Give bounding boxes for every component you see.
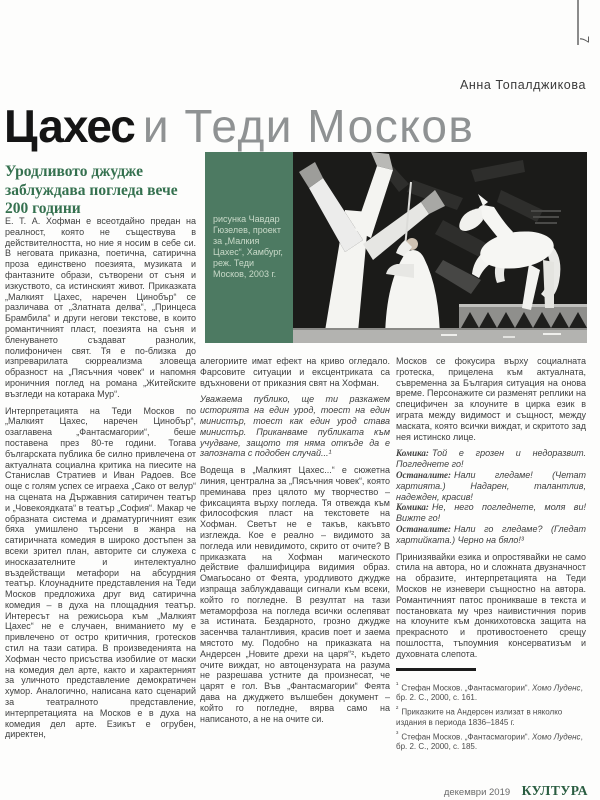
dialogue-line bbox=[396, 502, 586, 524]
text-column-middle bbox=[200, 356, 390, 730]
footnote-text: Приказките на Андерсен излизат в няколко издания в периода 1836–1845 г. bbox=[396, 708, 563, 727]
dialogue-line bbox=[396, 470, 586, 502]
magazine-logo: КУЛТУРА bbox=[521, 783, 588, 798]
paragraph: Водеща в „Малкият Цахес...“ е сюжетна линия, централна за „Пясъчния човек“, която преминава през цялото му творчество – фиксацията върху погледа. Тя отвежда към философския пласт на текстовете на Хофман. Светът не е такъв, какъвто изглежда. Кое е реално – видимото за погледа или невидимото, скрито от очите? В приказката на Хофман магическото действие фалшифицира видимия образ. Омагьосано от Феята, уродливото джудже изпраща заблуждаващи сигнали към всеки, който го погледне. В резултат на тази метаморфоза на погледа всички ослепяват за истината. Бездарното, грозно джудже засенчва талантливия, красив поет и заема мястото му. Подобно на приказката на Андерсен „Новите дрехи на царя“², където очите виждат, но автоцензурата на разума не разрешава устните да произнесат, че царят е гол. Във „Фантасмагории“ Феята дава на джуджето вълшебен документ – който го погледне, вярва само на написаното, а не на очите си. bbox=[200, 465, 390, 724]
footnotes bbox=[396, 681, 586, 753]
dialogue-text: Нали гледаме! (Четат хартията.) Надарен, талантлив, надежден, красив! bbox=[396, 469, 586, 502]
title-part-black: Цахес bbox=[4, 100, 135, 152]
article-title bbox=[4, 100, 475, 152]
stage-photo bbox=[293, 152, 587, 343]
paragraph: Принизявайки езика и опростявайки не само стила на автора, но и сложната двузначност на образите, интерпретацията на Теди Москов не изневери същностно на автора. Романтичният патос проникваше в текста и постановката му чрез наивистичния порив на клоуните към донкихотовска защита на прекрасното и противостоенето срещу пошлостта, тъпоумния консерватизъм и духовната слепота. bbox=[396, 551, 586, 659]
footnote-text: Стефан Москов. „Фантасмагории“. bbox=[401, 683, 533, 693]
footnote-source: Хомо Луденс bbox=[532, 732, 581, 742]
issue-date: декември 2019 bbox=[443, 787, 511, 798]
footnote-number: ³ bbox=[396, 731, 399, 739]
footnote-source: Хомо Луденс bbox=[532, 683, 581, 693]
paragraph: Интерпретацията на Теди Москов по „Малкият Цахес, наречен Цинобър“, озаглавена „Фантасмагории“, беше поставена през 80-те години. Тогава българската публика бе силно привлечена от актуалната социална критика на пиесите на Станислав Стратиев и Иван Радоев. Все още с голям успех се играеха „Сако от велур“ на сцената на Държавния сатиричен театър и „Човекоядката“ в театър „София“. Макар че образната система и драматургичният език бяха умишлено търсени в жанра на сатиричната комедия в широко достъпен за всеки зрител план, авторите си служеха с иносказателните и интелектуално въздействащи метафори на абсурдния театър. Клоунадните представления на Теди Москов предложиха друг вид сатирична комедия – в духа на площадния театър. Интересът на режисьора към „Малкият Цахес“ не е случаен, вниманието му е привлечено от остро критичния, гротесков стил на тази сатира. В произведенията на Хофман често присъства изобилие от маски на комедия дел арте, както и характерният за уличното представление демократичен хумор. Аналогично, написана като сценарий за театралното представление, интерпретацията на Москов е в духа на комедия дел арте. Езикът е огрубен, директен, bbox=[5, 405, 196, 740]
dialogue-speaker: Комика: bbox=[396, 502, 429, 513]
footnote-number: ¹ bbox=[396, 681, 399, 689]
footnote bbox=[396, 681, 586, 703]
footnote bbox=[396, 730, 586, 752]
paragraph: Москов се фокусира върху социалната гротеска, прицелена към актуалната, съвременна за България ситуация на онова време. Персонажите си разменят реплики на специфичен за клоуните в цирка език в играта между видимост и същност, между маската, която всички виждат, и скритото зад нея истинско лице. bbox=[396, 356, 586, 442]
stage-floor bbox=[293, 328, 587, 343]
text-column-right bbox=[396, 356, 586, 755]
paragraph: алегориите имат ефект на криво огледало. Фарсовите ситуации и ексцентриката са вдъхновени от приказния свят на Хофман. bbox=[200, 356, 390, 388]
dialogue-speaker: Останалите: bbox=[396, 523, 451, 534]
dialogue-line bbox=[396, 448, 586, 470]
dialogue-text: Той е грозен и недоразвит. Погледнете го! bbox=[396, 448, 586, 470]
dialogue-block bbox=[396, 448, 586, 545]
footnote-number: ² bbox=[396, 706, 399, 714]
dialogue-text: Нали го гледаме? (Гледат хартийката.) Черно на бяло!³ bbox=[396, 523, 586, 545]
paragraph: Е. Т. А. Хофман е всеотдайно предан на реалност, която не съществува в действителността, но ние я носим в себе си. В неговата приказна, поетична, сатирична проза единствено поезията, музиката и фантазните образи, сътворени от съня и изкуството, са истинският живот. Приказката „Малкият Цахес, наречен Цинобър“ се различава от „Златната делва“, „Принцеса Брамбила“ и други негови текстове, в които романтичният пласт, поезията на съня и бленуването създават разнолик, полифоничен свят. Тя е по-близка до изпреварилата сюрреализма зловеща образност на „Пясъчния човек“ и напомня ироничния поглед на романа „Житейските възгледи на котарака Мур“. bbox=[5, 216, 196, 399]
page-footer bbox=[444, 782, 588, 800]
footnote-text: , бр. 2. С., 2000, с. 161. bbox=[396, 683, 583, 702]
text-column-left bbox=[5, 216, 196, 746]
footnote-text: Стефан Москов. „Фантасмагории“. bbox=[401, 732, 533, 742]
dialogue-speaker: Останалите: bbox=[396, 469, 451, 480]
title-part-gray: и Теди Москов bbox=[142, 100, 475, 152]
footnote-divider bbox=[396, 668, 476, 671]
dialogue-text: Не, него погледнете, моля ви! Вижте го! bbox=[396, 502, 586, 524]
dialogue-line bbox=[396, 524, 586, 546]
article-subtitle: Уродливото джудже заблуждава погледа вече 200 години bbox=[5, 163, 178, 217]
page-number: 7 bbox=[577, 35, 593, 44]
photo-caption: рисунка Чавдар Гюзелев, проект за „Малкия Цахес“, Хамбург, реж. Теди Москов, 2003 г. bbox=[213, 214, 283, 279]
article-author: Анна Топалджикова bbox=[459, 78, 586, 92]
caption-panel bbox=[205, 152, 293, 343]
dialogue-speaker: Комика: bbox=[396, 448, 429, 459]
footnote-text: , бр. 2. С., 2000, с. 185. bbox=[396, 732, 583, 752]
stage-quote: Уважаема публико, ще ти разкажем историята на един урод, тоест на един министър, тоест как един урод става министър. Приканваме публиката към учудване, защото тя няма откъде да е запозната с подобен случай...¹ bbox=[200, 394, 390, 459]
footnote bbox=[396, 705, 586, 727]
